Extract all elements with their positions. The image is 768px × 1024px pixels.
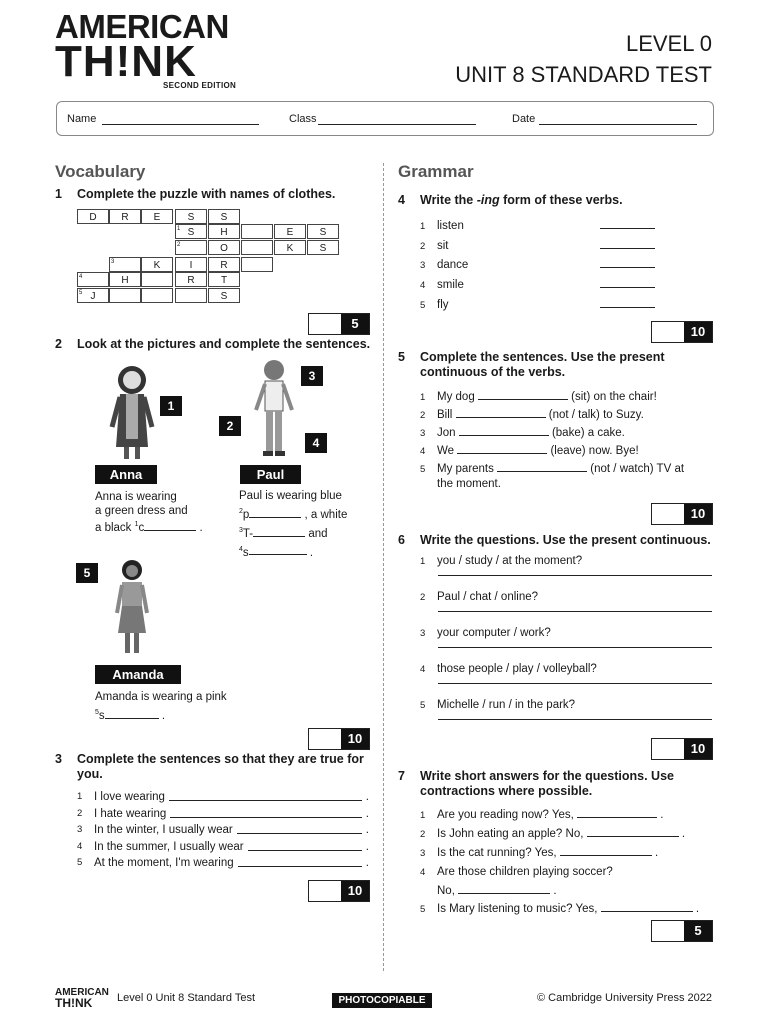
q6-item: 1 you / study / at the moment? bbox=[420, 555, 712, 591]
date-label: Date bbox=[512, 113, 536, 125]
anna-answer-1[interactable] bbox=[144, 519, 196, 531]
anna-name-tag: Anna bbox=[95, 465, 157, 484]
footer-logo: AMERICAN TH!NK bbox=[55, 987, 109, 1010]
q5-answer[interactable] bbox=[497, 460, 587, 472]
q4-instruction: 4 Write the -ing form of these verbs. bbox=[398, 193, 623, 207]
q4-item: 3 dance bbox=[420, 256, 655, 276]
puzzle-cell[interactable] bbox=[77, 272, 109, 287]
q4-item: 5 fly bbox=[420, 296, 655, 316]
q5-item: 2 Bill (not / talk) to Suzy. bbox=[420, 406, 712, 424]
q3-answer[interactable] bbox=[238, 855, 362, 867]
q5-item: 4 We (leave) now. Bye! bbox=[420, 442, 712, 460]
q6-item: 4 those people / play / volleyball? bbox=[420, 663, 712, 699]
puzzle-cell[interactable]: T bbox=[208, 272, 240, 287]
q4-answer[interactable] bbox=[600, 296, 655, 308]
logo-line2: TH!NK bbox=[55, 37, 197, 86]
clue-number: 2 bbox=[177, 242, 181, 248]
student-info-box bbox=[56, 101, 714, 136]
q7-items bbox=[420, 806, 712, 919]
q1-score-box[interactable] bbox=[308, 313, 370, 335]
q5-item: 5 My parents (not / watch) TV at bbox=[420, 460, 712, 478]
q7-answer[interactable] bbox=[577, 806, 657, 818]
puzzle-cell[interactable] bbox=[241, 224, 273, 239]
q3-items bbox=[77, 789, 369, 872]
q3-item: 2 I hate wearing . bbox=[77, 807, 369, 820]
q4-score: 10 bbox=[684, 322, 712, 342]
q7-item: 4 Are those children playing soccer? bbox=[420, 866, 613, 878]
paul-answer-4[interactable] bbox=[249, 543, 307, 555]
class-label: Class bbox=[289, 113, 317, 125]
q4-item: 4 smile bbox=[420, 276, 655, 296]
class-field[interactable] bbox=[318, 124, 476, 125]
puzzle-cell[interactable]: R bbox=[208, 257, 240, 272]
amanda-answer-5[interactable] bbox=[105, 707, 159, 719]
q5-item: 3 Jon (bake) a cake. bbox=[420, 424, 712, 442]
puzzle-cell[interactable] bbox=[109, 257, 141, 272]
q3-answer[interactable] bbox=[237, 822, 362, 834]
puzzle-cell[interactable]: S bbox=[208, 288, 240, 303]
clue-number: 3 bbox=[111, 259, 115, 265]
q6-answer[interactable] bbox=[438, 683, 712, 684]
q3-answer[interactable] bbox=[169, 789, 362, 801]
puzzle-cell[interactable]: K bbox=[274, 240, 306, 255]
paul-label-2: 2 bbox=[219, 416, 241, 436]
q6-answer[interactable] bbox=[438, 575, 712, 576]
q7-item: 2 Is John eating an apple? No, . bbox=[420, 825, 712, 844]
q4-item: 1 listen bbox=[420, 217, 655, 237]
q7-answer[interactable] bbox=[560, 844, 652, 856]
photocopiable-badge: PHOTOCOPIABLE bbox=[332, 993, 432, 1008]
q7-item: 3 Is the cat running? Yes, . bbox=[420, 844, 712, 863]
q3-score: 10 bbox=[341, 881, 369, 901]
q4-score-box[interactable] bbox=[651, 321, 713, 343]
puzzle-cell[interactable]: H bbox=[208, 224, 240, 239]
q6-instruction: 6 Write the questions. Use the present continuous. bbox=[398, 533, 711, 547]
name-label: Name bbox=[67, 113, 97, 125]
q6-answer[interactable] bbox=[438, 719, 712, 720]
puzzle-cell[interactable]: S bbox=[208, 209, 240, 224]
q3-score-box[interactable] bbox=[308, 880, 370, 902]
q4-number: 4 bbox=[398, 193, 405, 207]
q5-answer[interactable] bbox=[478, 388, 568, 400]
name-field[interactable] bbox=[102, 124, 259, 125]
paul-illustration bbox=[250, 358, 300, 463]
paul-answer-3[interactable] bbox=[253, 525, 305, 537]
q7-number: 7 bbox=[398, 769, 405, 783]
puzzle-cell[interactable]: S bbox=[307, 224, 339, 239]
vocabulary-heading: Vocabulary bbox=[55, 162, 146, 181]
test-heading bbox=[455, 28, 712, 90]
q6-item: 2 Paul / chat / online? bbox=[420, 591, 712, 627]
q5-score: 10 bbox=[684, 504, 712, 524]
puzzle-cell[interactable] bbox=[241, 240, 273, 255]
q7-score: 5 bbox=[684, 921, 712, 941]
q5-number: 5 bbox=[398, 350, 405, 364]
amanda-name-tag: Amanda bbox=[95, 665, 181, 684]
puzzle-cell[interactable]: K bbox=[141, 257, 173, 272]
q1-instruction bbox=[55, 187, 367, 201]
paul-label-3: 3 bbox=[301, 366, 323, 386]
puzzle-cell[interactable] bbox=[241, 257, 273, 272]
amanda-label-5: 5 bbox=[76, 563, 98, 583]
q6-score: 10 bbox=[684, 739, 712, 759]
q5-answer[interactable] bbox=[457, 442, 547, 454]
q2-text: Look at the pictures and complete the sentences. bbox=[77, 337, 371, 351]
q3-item: 3 In the winter, I usually wear . bbox=[77, 824, 369, 836]
puzzle-cell[interactable]: E bbox=[274, 224, 306, 239]
paul-label-4: 4 bbox=[305, 433, 327, 453]
anna-illustration bbox=[102, 362, 162, 462]
amanda-illustration bbox=[112, 558, 154, 660]
puzzle-cell[interactable]: R bbox=[109, 209, 141, 224]
q7-answer[interactable] bbox=[601, 900, 693, 912]
q7-answer[interactable] bbox=[458, 882, 550, 894]
q6-item: 5 Michelle / run / in the park? bbox=[420, 699, 712, 735]
anna-label-1: 1 bbox=[160, 396, 182, 416]
logo bbox=[55, 8, 229, 86]
q6-item: 3 your computer / work? bbox=[420, 627, 712, 663]
q1-text: Complete the puzzle with names of clothes. bbox=[77, 187, 336, 201]
q7-item: 5 Is Mary listening to music? Yes, . bbox=[420, 900, 712, 919]
q4-answer[interactable] bbox=[600, 237, 655, 249]
q2-score-box[interactable] bbox=[308, 728, 370, 750]
q4-item: 2 sit bbox=[420, 237, 655, 257]
q4-answer[interactable] bbox=[600, 217, 655, 229]
q3-item: 5 At the moment, I'm wearing . bbox=[77, 857, 369, 869]
q5-instruction: 5 Complete the sentences. Use the present continuous of the verbs. bbox=[398, 350, 665, 379]
q7-instruction: 7 Write short answers for the questions. Use contractions where possible. bbox=[398, 769, 674, 798]
grammar-heading: Grammar bbox=[398, 162, 474, 181]
puzzle-cell[interactable]: S bbox=[175, 209, 207, 224]
q6-items bbox=[420, 555, 712, 735]
test-title: UNIT 8 STANDARD TEST bbox=[455, 62, 712, 87]
q6-number: 6 bbox=[398, 533, 405, 547]
q7-item-continuation: No, . bbox=[420, 882, 712, 900]
puzzle-cell[interactable]: S bbox=[307, 240, 339, 255]
q3-answer[interactable] bbox=[170, 806, 362, 818]
footer-copyright: © Cambridge University Press 2022 bbox=[536, 992, 712, 1004]
logo-subtitle: SECOND EDITION bbox=[163, 81, 237, 90]
q5-answer[interactable] bbox=[456, 406, 546, 418]
q2-instruction bbox=[55, 337, 377, 351]
amanda-sentence: Amanda is wearing a pink $^5$s . bbox=[95, 691, 227, 722]
puzzle-cell[interactable] bbox=[141, 288, 173, 303]
puzzle-cell[interactable]: 5 J bbox=[77, 288, 109, 303]
puzzle-cell[interactable] bbox=[109, 288, 141, 303]
puzzle-cell[interactable] bbox=[175, 240, 207, 255]
q1-score: 5 bbox=[341, 314, 369, 334]
puzzle-cell[interactable] bbox=[175, 288, 207, 303]
puzzle-cell[interactable]: H bbox=[109, 272, 141, 287]
q3-item: 1 I love wearing . bbox=[77, 791, 369, 803]
puzzle-cell[interactable]: I bbox=[175, 257, 207, 272]
q4-items bbox=[420, 217, 655, 316]
puzzle-cell[interactable]: D bbox=[77, 209, 109, 224]
q2-number: 2 bbox=[55, 337, 62, 351]
puzzle-cell[interactable] bbox=[141, 272, 173, 287]
level-label: LEVEL 0 bbox=[625, 31, 712, 56]
q5-items bbox=[420, 388, 712, 493]
paul-answer-2[interactable] bbox=[249, 506, 301, 518]
q3-text: Complete the sentences so that they are true for you. bbox=[77, 752, 364, 781]
paul-sentence: Paul is wearing blue $^2$p , a white $^3$T- and $^4$s . bbox=[239, 490, 348, 559]
q7-item: 1 Are you reading now? Yes, . bbox=[420, 806, 712, 825]
q3-instruction bbox=[55, 752, 369, 782]
puzzle-cell[interactable]: R bbox=[175, 272, 207, 287]
puzzle-cell[interactable]: E bbox=[141, 209, 173, 224]
clue-number: 4 bbox=[79, 274, 83, 280]
q3-number: 3 bbox=[55, 752, 62, 766]
paul-name-tag: Paul bbox=[240, 465, 301, 484]
q5-score-box[interactable] bbox=[651, 503, 713, 525]
logo-line1: AMERICAN bbox=[55, 8, 229, 45]
clue-number: 1 bbox=[177, 226, 181, 232]
anna-sentence: Anna is wearing a green dress and a black $^1$c . bbox=[95, 491, 203, 534]
q6-score-box[interactable] bbox=[651, 738, 713, 760]
q7-score-box[interactable] bbox=[651, 920, 713, 942]
q6-answer[interactable] bbox=[438, 647, 712, 648]
q2-score: 10 bbox=[341, 729, 369, 749]
date-field[interactable] bbox=[539, 124, 697, 125]
q3-item: 4 In the summer, I usually wear . bbox=[77, 840, 369, 853]
q5-answer[interactable] bbox=[459, 424, 549, 436]
q5-item-continuation: the moment. bbox=[437, 478, 501, 490]
q7-answer[interactable] bbox=[587, 825, 679, 837]
q4-answer[interactable] bbox=[600, 256, 655, 268]
column-divider bbox=[383, 163, 384, 971]
q6-answer[interactable] bbox=[438, 611, 712, 612]
clue-number: 5 bbox=[79, 290, 83, 296]
q1-number: 1 bbox=[55, 187, 62, 201]
q3-answer[interactable] bbox=[248, 839, 362, 851]
q5-item: 1 My dog (sit) on the chair! bbox=[420, 388, 712, 406]
puzzle-cell[interactable]: 1 S bbox=[175, 224, 207, 239]
puzzle-cell[interactable]: O bbox=[208, 240, 240, 255]
q4-answer[interactable] bbox=[600, 276, 655, 288]
footer-course: Level 0 Unit 8 Standard Test bbox=[117, 992, 255, 1004]
